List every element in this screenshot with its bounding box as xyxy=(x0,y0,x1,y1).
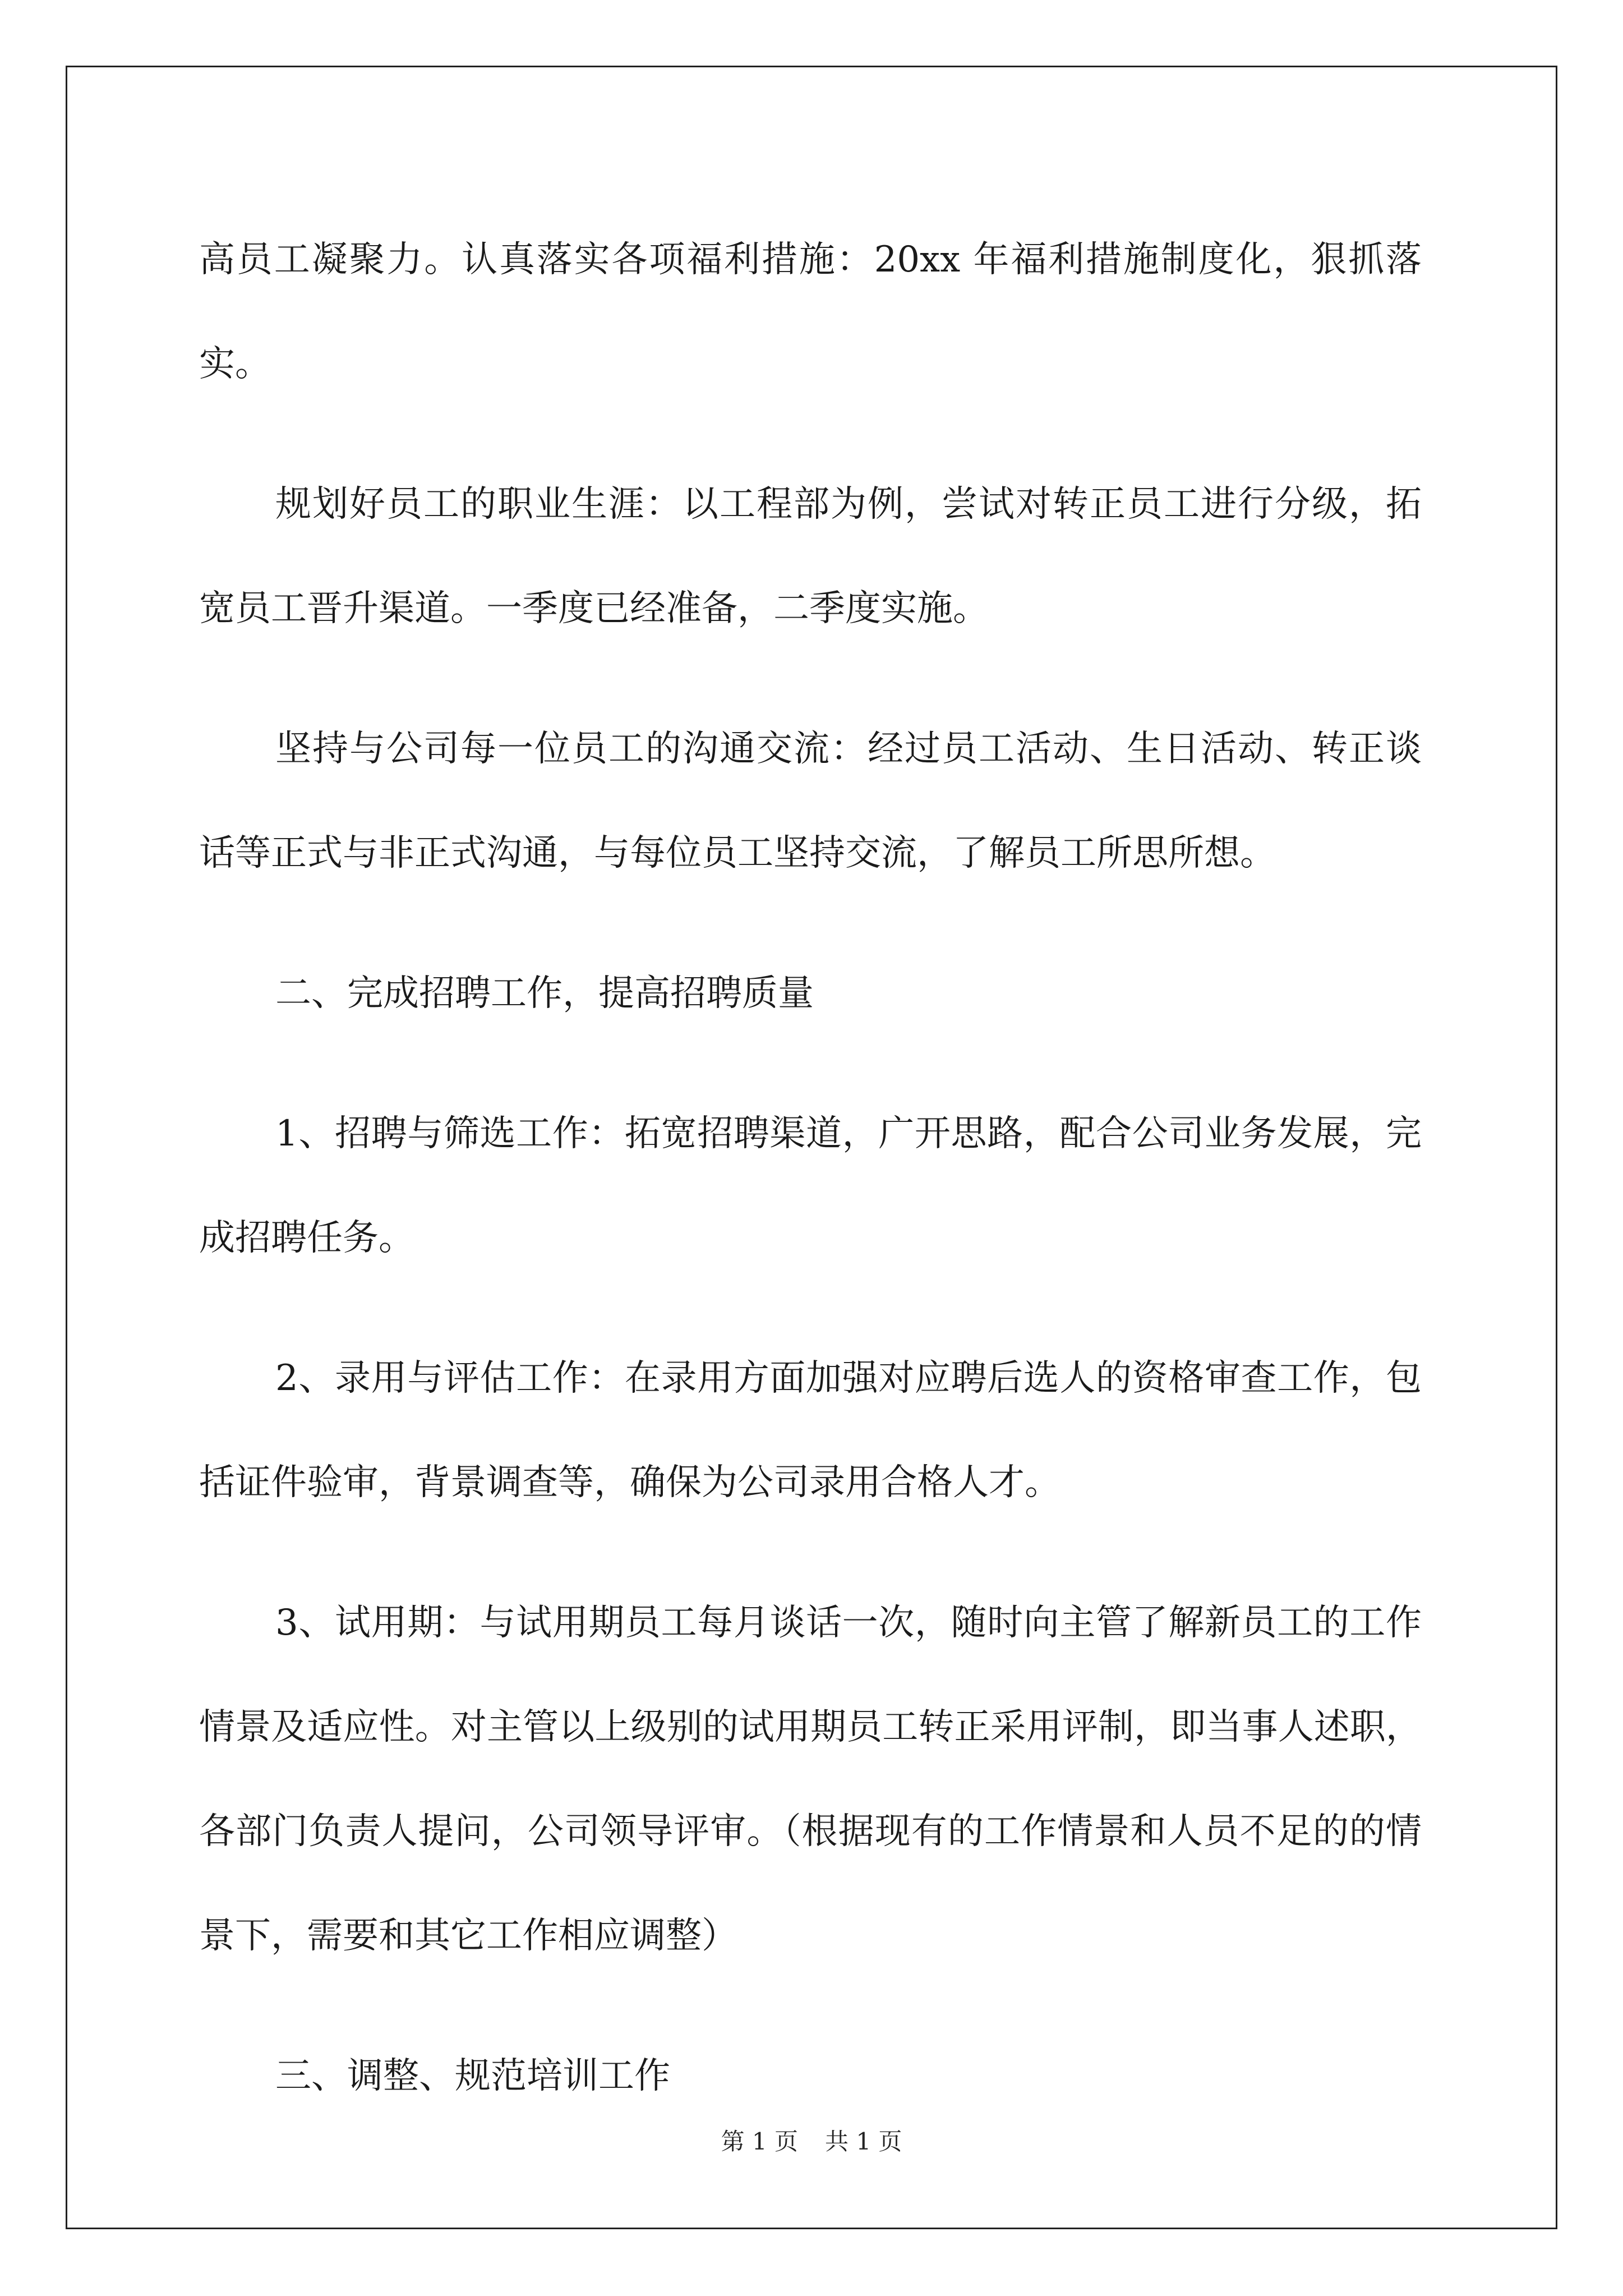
section-heading: 三、调整、规范培训工作 xyxy=(275,2055,670,2097)
paragraph: 高员工凝聚力。认真落实各项福利措施：20xx 年福利措施制度化，狠抓落实。 xyxy=(199,239,1422,385)
page-number: 第 1 页 xyxy=(721,2128,798,2155)
document-body xyxy=(199,208,1422,2164)
page-total: 共 1 页 xyxy=(825,2128,902,2155)
list-item: 3、试用期：与试用期员工每月谈话一次，随时向主管了解新员工的工作情景及适应性。对主管以上级别的试用期员工转正采用评制，即当事人述职，各部门负责人提问，公司领导评审。（根据现有的工作情景和人员不足的的情景下，需要和其它工作相应调整） xyxy=(199,1602,1422,1957)
paragraph: 坚持与公司每一位员工的沟通交流：经过员工活动、生日活动、转正谈话等正式与非正式沟通，与每位员工坚持交流，了解员工所思所想。 xyxy=(199,728,1422,874)
list-item: 1、招聘与筛选工作：拓宽招聘渠道，广开思路，配合公司业务发展，完成招聘任务。 xyxy=(199,1113,1422,1259)
paragraph: 规划好员工的职业生涯：以工程部为例，尝试对转正员工进行分级，拓宽员工晋升渠道。一季度已经准备，二季度实施。 xyxy=(199,484,1422,629)
section-heading: 二、完成招聘工作，提高招聘质量 xyxy=(275,973,814,1014)
page-footer xyxy=(0,2125,1623,2159)
list-item: 2、录用与评估工作：在录用方面加强对应聘后选人的资格审查工作，包括证件验审，背景调查等，确保为公司录用合格人才。 xyxy=(199,1358,1422,1503)
